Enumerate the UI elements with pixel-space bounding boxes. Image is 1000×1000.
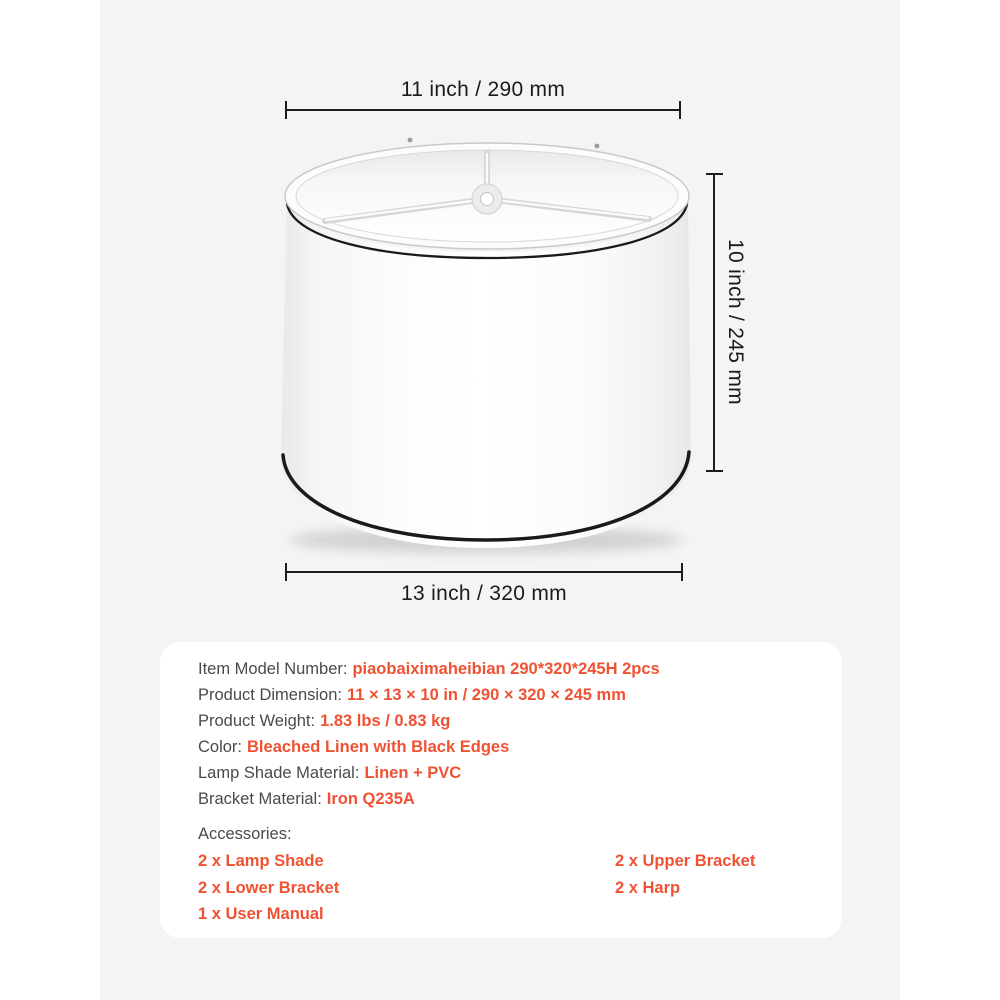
- spec-row-bracket-material: [198, 786, 842, 812]
- spec-row-dimension: [198, 682, 842, 708]
- spec-label: Bracket Material:: [198, 790, 322, 808]
- spec-label: Product Weight:: [198, 712, 316, 730]
- accessory-item: 2 x Lamp Shade: [198, 852, 324, 870]
- height-dimension-line: [706, 174, 723, 471]
- accessory-item: 2 x Lower Bracket: [198, 878, 340, 897]
- accessory-item: 2 x Harp: [615, 878, 681, 897]
- spec-label: Lamp Shade Material:: [198, 764, 360, 782]
- bottom-dimension-label: 13 inch / 320 mm: [401, 582, 567, 605]
- washer-hole: [481, 193, 494, 206]
- height-dimension-label: 10 inch / 245 mm: [724, 239, 747, 405]
- rim-screw-right: [595, 144, 600, 149]
- accessories-list: [198, 848, 842, 928]
- accessory-item: 2 x Upper Bracket: [615, 852, 756, 870]
- spec-value: Bleached Linen with Black Edges: [247, 738, 510, 756]
- spec-value: piaobaiximaheibian 290*320*245H 2pcs: [352, 660, 660, 678]
- spec-value: 11 × 13 × 10 in / 290 × 320 × 245 mm: [346, 686, 626, 704]
- accessory-item: 1 x User Manual: [198, 905, 324, 923]
- spec-row-model-number: [198, 656, 842, 682]
- accessories-column-left: [198, 848, 615, 928]
- spec-row-shade-material: [198, 760, 842, 786]
- spec-value: Iron Q235A: [326, 790, 415, 808]
- spec-card: [160, 642, 842, 938]
- accessories-column-right: [615, 848, 755, 928]
- accessories-title: Accessories:: [198, 825, 292, 843]
- spec-value: Linen + PVC: [364, 764, 462, 782]
- top-dimension-label: 11 inch / 290 mm: [400, 78, 566, 101]
- spec-value: 1.83 lbs / 0.83 kg: [320, 712, 451, 730]
- top-dimension-line: [286, 101, 680, 119]
- spec-label: Product Dimension:: [198, 686, 342, 704]
- spec-label: Color:: [198, 738, 243, 756]
- spec-label: Item Model Number:: [198, 660, 348, 678]
- spec-row-weight: [198, 708, 842, 734]
- bottom-dimension-line: [286, 563, 682, 581]
- spec-row-color: [198, 734, 842, 760]
- rim-screw-left: [408, 138, 413, 143]
